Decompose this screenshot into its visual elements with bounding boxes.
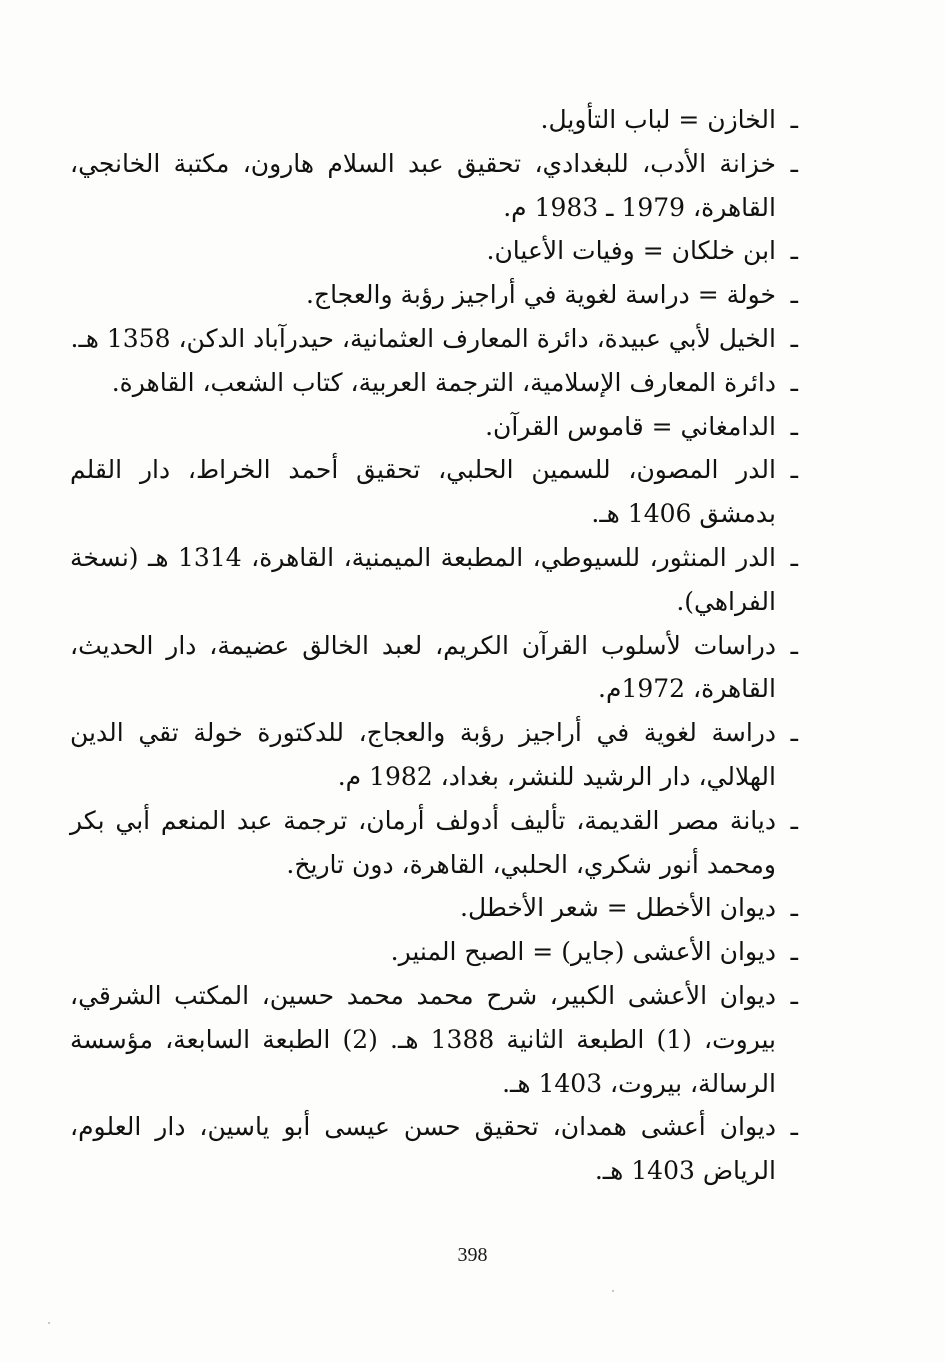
bibliography-entry [70,536,798,624]
bibliography-entry [70,711,798,799]
entry-marker: ـ [790,236,798,266]
bibliography-entry [70,448,798,536]
entry-marker: ـ [790,630,798,660]
entry-text: خولة = دراسة لغوية في أراجيز رؤبة والعجاج. [305,280,776,310]
bibliography-entry [70,799,798,887]
entry-marker: ـ [790,937,798,967]
entry-marker: ـ [790,805,798,835]
entry-text: الخيل لأبي عبيدة، دائرة المعارف العثمانية، حيدرآباد الدكن، 1358 هـ. [70,323,776,353]
entry-text: الدر المصون، للسمين الحلبي، تحقيق أحمد الخراط، دار القلم بدمشق 1406 هـ. [70,455,776,529]
page-number: 398 [457,1244,488,1266]
bibliography-entry [70,1105,798,1193]
bibliography-list [70,98,798,1193]
scan-speck [612,1290,614,1292]
bibliography-entry [70,317,798,361]
scan-speck [48,1322,50,1324]
entry-text: خزانة الأدب، للبغدادي، تحقيق عبد السلام هارون، مكتبة الخانجي، القاهرة، 1979 ـ 1983 م. [70,148,776,222]
bibliography-entry [70,930,798,974]
entry-text: ديوان الأخطل = شعر الأخطل. [460,893,776,923]
entry-text: ديانة مصر القديمة، تأليف أدولف أرمان، ترجمة عبد المنعم أبي بكر ومحمد أنور شكري، الحلبي، القاهرة، دون تاريخ. [70,805,776,879]
entry-text: ابن خلكان = وفيات الأعيان. [486,236,776,266]
entry-marker: ـ [790,718,798,748]
entry-text: الدامغاني = قاموس القرآن. [485,411,776,441]
bibliography-entry [70,142,798,230]
entry-marker: ـ [790,148,798,178]
entry-text: ديوان الأعشى الكبير، شرح محمد محمد حسين، المكتب الشرقي، بيروت، (1) الطبعة الثانية 1388 هـ. (2) الطبعة السابعة، مؤسسة الرسالة، بيروت، 1403 هـ. [70,980,776,1098]
entry-marker: ـ [790,893,798,923]
bibliography-entry [70,361,798,405]
entry-marker: ـ [790,367,798,397]
entry-marker: ـ [790,455,798,485]
bibliography-entry [70,273,798,317]
bibliography-entry [70,98,798,142]
entry-text: الدر المنثور، للسيوطي، المطبعة الميمنية، القاهرة، 1314 هـ (نسخة الفراهي). [70,542,776,616]
entry-marker: ـ [790,1112,798,1142]
entry-marker: ـ [790,980,798,1010]
entry-marker: ـ [790,323,798,353]
entry-text: ديوان أعشى همدان، تحقيق حسن عيسى أبو ياسين، دار العلوم، الرياض 1403 هـ. [70,1112,776,1186]
bibliography-entry [70,974,798,1105]
bibliography-entry [70,229,798,273]
entry-marker: ـ [790,542,798,572]
entry-marker: ـ [790,105,798,134]
entry-text: دراسة لغوية في أراجيز رؤبة والعجاج، للدكتورة خولة تقي الدين الهلالي، دار الرشيد للنشر، بغداد، 1982 م. [70,718,776,791]
bibliography-entry [70,405,798,449]
entry-text: دراسات لأسلوب القرآن الكريم، لعبد الخالق عضيمة، دار الحديث، القاهرة، 1972م. [70,630,776,704]
entry-marker: ـ [790,280,798,310]
entry-text: دائرة المعارف الإسلامية، الترجمة العربية، كتاب الشعب، القاهرة. [111,367,776,397]
entry-marker: ـ [790,411,798,441]
entry-text: ديوان الأعشى (جاير) = الصبح المنير. [390,937,776,967]
bibliography-entry [70,886,798,930]
bibliography-entry [70,624,798,712]
entry-text: الخازن = لباب التأويل. [540,105,776,134]
